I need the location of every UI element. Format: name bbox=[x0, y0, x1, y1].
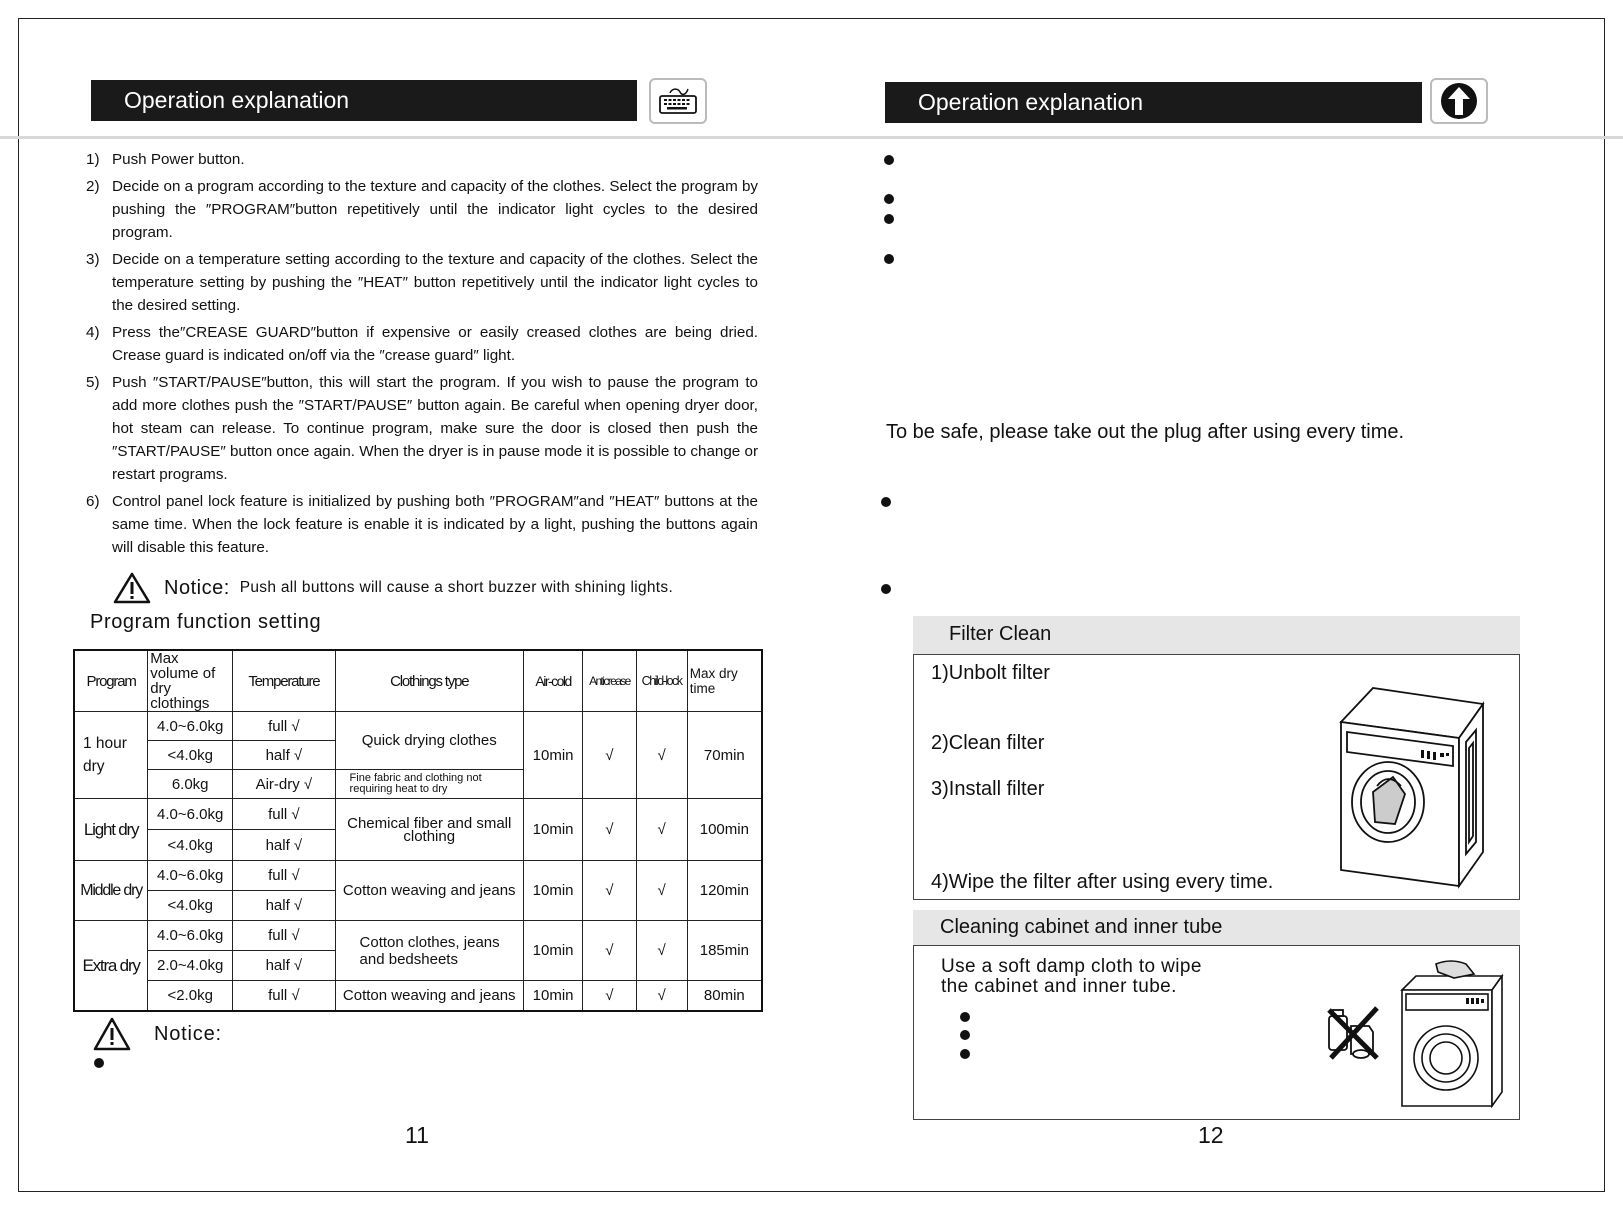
volume-cell: <2.0kg bbox=[148, 981, 233, 1012]
cleaning-text-line-1: Use a soft damp cloth to wipe bbox=[941, 956, 1202, 977]
step-2 bbox=[86, 175, 758, 244]
table-row bbox=[74, 861, 762, 891]
clothing-cell: Chemical fiber and small clothing bbox=[335, 799, 523, 861]
left-header-bar bbox=[91, 80, 637, 121]
clothing-cell: Fine fabric and clothing not requiring heat to dry bbox=[335, 770, 523, 799]
step-text: Push ″START/PAUSE″button, this will start the program. If you wish to pause the program to add more clothes push the ″START/PAUSE″ button again. Be careful when opening dryer door, hot steam can release. To continue program, make sure the door is closed then push the ″START/PAUSE″ button once again. When the dryer is in pause mode it is possible to change or restart programs. bbox=[112, 374, 758, 483]
filter-step-1: 1)Unbolt filter bbox=[931, 662, 1050, 684]
step-text: Decide on a program according to the texture and capacity of the clothes. Select the program by pushing the ″PROGRAM″button repetitively until the indicator light cycles to the desired program. bbox=[112, 178, 758, 241]
right-header-title: Operation explanation bbox=[918, 89, 1144, 115]
air-cold-cell: 10min bbox=[523, 799, 582, 861]
warning-icon bbox=[92, 1016, 132, 1052]
temp-cell: full √ bbox=[233, 921, 335, 951]
dryer-illustration bbox=[1333, 682, 1493, 892]
volume-cell: 4.0~6.0kg bbox=[148, 921, 233, 951]
temp-cell: full √ bbox=[233, 861, 335, 891]
filter-step-3: 3)Install filter bbox=[931, 778, 1045, 800]
child-lock-cell: √ bbox=[636, 861, 687, 921]
no-chemicals-icon bbox=[1323, 1002, 1383, 1062]
header-max-time: Max dry time bbox=[687, 650, 762, 712]
upload-arrow-icon bbox=[1430, 78, 1488, 124]
temp-cell: half √ bbox=[233, 891, 335, 921]
program-table bbox=[73, 649, 763, 1012]
filter-clean-title bbox=[913, 616, 1520, 654]
temp-cell: full √ bbox=[233, 799, 335, 830]
keyboard-icon bbox=[649, 78, 707, 124]
temp-cell: half √ bbox=[233, 951, 335, 981]
time-cell: 70min bbox=[687, 712, 762, 799]
filter-step-4: 4)Wipe the filter after using every time. bbox=[931, 871, 1274, 893]
step-text: Control panel lock feature is initialized by pushing both ″PROGRAM″and ″HEAT″ buttons at the same time. When the lock feature is enable it is indicated by a light, pushing the buttons again will disable this feature. bbox=[112, 493, 758, 556]
clothing-cell: Cotton clothes, jeans and bedsheets bbox=[335, 921, 523, 981]
temp-cell: half √ bbox=[233, 741, 335, 770]
anticrease-cell: √ bbox=[583, 861, 636, 921]
bullet-dot bbox=[884, 214, 894, 224]
bullet-dot bbox=[960, 1012, 970, 1022]
bullet-dot bbox=[881, 584, 891, 594]
header-divider bbox=[0, 136, 1623, 139]
header-temperature: Temperature bbox=[233, 650, 335, 712]
volume-cell: <4.0kg bbox=[148, 741, 233, 770]
clothing-cell: Cotton weaving and jeans bbox=[335, 861, 523, 921]
bullet-dot bbox=[884, 155, 894, 165]
volume-cell: 4.0~6.0kg bbox=[148, 799, 233, 830]
step-number: 2) bbox=[86, 178, 100, 195]
program-function-title: Program function setting bbox=[90, 611, 322, 633]
air-cold-cell: 10min bbox=[523, 712, 582, 799]
temp-cell: Air-dry √ bbox=[233, 770, 335, 799]
table-header-row bbox=[74, 650, 762, 712]
anticrease-cell: √ bbox=[583, 921, 636, 981]
step-number: 1) bbox=[86, 151, 100, 168]
volume-cell: 4.0~6.0kg bbox=[148, 712, 233, 741]
notice-2 bbox=[92, 1016, 222, 1052]
cleaning-title bbox=[913, 910, 1520, 946]
header-clothings: Clothings type bbox=[335, 650, 523, 712]
table-row bbox=[74, 799, 762, 830]
air-cold-cell: 10min bbox=[523, 921, 582, 981]
program-name: Light dry bbox=[74, 799, 148, 861]
step-text: Push Power button. bbox=[112, 151, 245, 168]
program-name: Middle dry bbox=[74, 861, 148, 921]
operation-steps bbox=[86, 148, 758, 563]
table-row bbox=[74, 921, 762, 951]
time-cell: 80min bbox=[687, 981, 762, 1012]
cleaning-text bbox=[941, 957, 1202, 997]
cleaning-text-line-2: the cabinet and inner tube. bbox=[941, 976, 1177, 997]
header-air-cold: Air-cold bbox=[523, 650, 582, 712]
program-name: 1 hour dry bbox=[74, 712, 148, 799]
volume-cell: 2.0~4.0kg bbox=[148, 951, 233, 981]
bullet-dot bbox=[884, 254, 894, 264]
temp-cell: full √ bbox=[233, 712, 335, 741]
header-program: Program bbox=[74, 650, 148, 712]
volume-cell: 4.0~6.0kg bbox=[148, 861, 233, 891]
washer-wipe-illustration bbox=[1396, 958, 1508, 1108]
anticrease-cell: √ bbox=[583, 799, 636, 861]
volume-cell: <4.0kg bbox=[148, 891, 233, 921]
time-cell: 100min bbox=[687, 799, 762, 861]
notice-text: Push all buttons will cause a short buzzer with shining lights. bbox=[239, 579, 674, 596]
child-lock-cell: √ bbox=[636, 921, 687, 981]
right-header-bar bbox=[885, 82, 1422, 123]
warning-icon bbox=[112, 571, 152, 605]
bullet-dot bbox=[94, 1058, 104, 1068]
step-number: 4) bbox=[86, 324, 100, 341]
time-cell: 185min bbox=[687, 921, 762, 981]
step-6 bbox=[86, 490, 758, 559]
filter-clean-title-text: Filter Clean bbox=[949, 623, 1052, 645]
page-number-left: 11 bbox=[405, 1122, 429, 1148]
child-lock-cell: √ bbox=[636, 981, 687, 1012]
time-cell: 120min bbox=[687, 861, 762, 921]
step-number: 5) bbox=[86, 374, 100, 391]
bullet-dot bbox=[884, 194, 894, 204]
program-name: Extra dry bbox=[74, 921, 148, 1012]
step-4 bbox=[86, 321, 758, 367]
temp-cell: half √ bbox=[233, 830, 335, 861]
step-text: Press the″CREASE GUARD″button if expensive or easily creased clothes are being dried. Crease guard is indicated on/off via the ″crease guard″ light. bbox=[112, 324, 758, 364]
step-1 bbox=[86, 148, 758, 171]
header-anticrease: Anticrease bbox=[583, 650, 636, 712]
cleaning-title-text: Cleaning cabinet and inner tube bbox=[940, 916, 1223, 938]
step-number: 6) bbox=[86, 493, 100, 510]
air-cold-cell: 10min bbox=[523, 981, 582, 1012]
air-cold-cell: 10min bbox=[523, 861, 582, 921]
safety-text: To be safe, please take out the plug after using every time. bbox=[886, 421, 1405, 443]
notice-label: Notice: bbox=[164, 576, 230, 599]
bullet-dot bbox=[960, 1030, 970, 1040]
step-5 bbox=[86, 371, 758, 486]
step-text: Decide on a temperature setting according to the texture and capacity of the clothes. Select the temperature setting by pushing the ″HEAT″ button repetitively until the indicator light cycles to the desired setting. bbox=[112, 251, 758, 314]
step-number: 3) bbox=[86, 251, 100, 268]
notice bbox=[112, 571, 673, 605]
temp-cell: full √ bbox=[233, 981, 335, 1012]
volume-cell: 6.0kg bbox=[148, 770, 233, 799]
volume-cell: <4.0kg bbox=[148, 830, 233, 861]
bullet-dot bbox=[960, 1049, 970, 1059]
step-3 bbox=[86, 248, 758, 317]
clothing-cell: Cotton weaving and jeans bbox=[335, 981, 523, 1012]
table-row bbox=[74, 712, 762, 741]
filter-step-2: 2)Clean filter bbox=[931, 732, 1045, 754]
notice-2-label: Notice: bbox=[154, 1022, 222, 1045]
table-row bbox=[74, 981, 762, 1012]
bullet-dot bbox=[881, 497, 891, 507]
header-max-volume: Max volume of dry clothings bbox=[148, 650, 233, 712]
page-number-right: 12 bbox=[1198, 1122, 1224, 1148]
child-lock-cell: √ bbox=[636, 799, 687, 861]
header-child-lock: Child-lock bbox=[636, 650, 687, 712]
clothing-cell: Quick drying clothes bbox=[335, 712, 523, 770]
anticrease-cell: √ bbox=[583, 712, 636, 799]
anticrease-cell: √ bbox=[583, 981, 636, 1012]
left-header-title: Operation explanation bbox=[124, 87, 350, 113]
child-lock-cell: √ bbox=[636, 712, 687, 799]
